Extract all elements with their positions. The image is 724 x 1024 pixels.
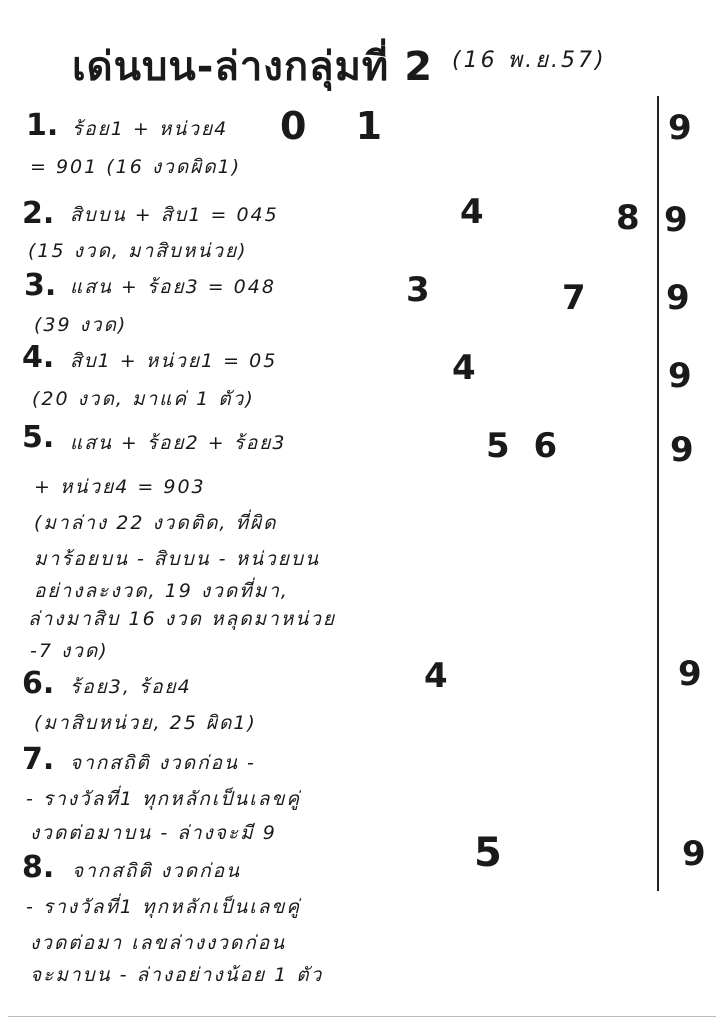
result-5: 5 6 (486, 426, 564, 466)
item-8-line-1: จากสถิติ งวดก่อน (72, 860, 241, 882)
nine-3: 9 (666, 278, 690, 318)
result-2a: 4 (460, 192, 484, 232)
item-5-line-2: + หน่วย4 = 903 (34, 476, 206, 498)
item-7-line-1: จากสถิติ งวดก่อน - (70, 752, 256, 774)
result-8: 5 (474, 830, 502, 876)
vertical-divider (657, 96, 659, 891)
result-3a: 3 (406, 270, 430, 310)
item-8-line-4: จะมาบน - ล่างอย่างน้อย 1 ตัว (30, 964, 324, 986)
item-5-line-3: (มาล่าง 22 งวดติด, ที่ผิด (34, 512, 278, 534)
nine-1: 9 (668, 108, 692, 148)
bottom-edge-line (8, 1016, 716, 1017)
item-1-number: 1. (26, 108, 59, 143)
result-2b: 8 (616, 198, 640, 238)
item-3-line-1: แสน + ร้อย3 = 048 (70, 276, 276, 298)
nine-7: 9 (682, 834, 706, 874)
item-3-line-2: (39 งวด) (34, 314, 128, 336)
result-4: 4 (452, 348, 476, 388)
result-6: 4 (424, 656, 448, 696)
item-5-line-4: มาร้อยบน - สิบบน - หน่วยบน (34, 548, 320, 570)
date: (16 พ.ย.57) (452, 48, 607, 73)
item-3-number: 3. (24, 268, 57, 303)
nine-2: 9 (664, 200, 688, 240)
item-1-line-1: ร้อย1 + หน่วย4 (72, 118, 229, 140)
item-5-line-1: แสน + ร้อย2 + ร้อย3 (70, 432, 287, 454)
nine-6: 9 (678, 654, 702, 694)
result-3b: 7 (562, 278, 586, 318)
item-4-line-2: (20 งวด, มาแค่ 1 ตัว) (32, 388, 255, 410)
item-5-line-7: -7 งวด) (30, 640, 109, 662)
item-1-line-2: = 901 (16 งวดผิด1) (30, 156, 242, 178)
item-8-line-2: - รางวัลที่1 ทุกหลักเป็นเลขคู่ (26, 896, 302, 918)
item-6-line-2: (มาสิบหน่วย, 25 ผิด1) (34, 712, 257, 734)
item-2-line-2: (15 งวด, มาสิบหน่วย) (28, 240, 248, 262)
item-4-number: 4. (22, 340, 55, 375)
item-6-line-1: ร้อย3, ร้อย4 (70, 676, 192, 698)
item-8-line-3: งวดต่อมา เลขล่างงวดก่อน (30, 932, 287, 954)
item-5-line-6: ล่างมาสิบ 16 งวด หลุดมาหน่วย (28, 608, 337, 630)
item-8-number: 8. (22, 850, 55, 885)
nine-4: 9 (668, 356, 692, 396)
item-2-number: 2. (22, 196, 55, 231)
item-7-line-2: - รางวัลที่1 ทุกหลักเป็นเลขคู่ (26, 788, 302, 810)
item-5-line-5: อย่างละงวด, 19 งวดที่มา, (34, 580, 289, 602)
item-7-number: 7. (22, 742, 55, 777)
title: เด่นบน-ล่างกลุ่มที่ 2 (72, 44, 434, 90)
item-5-number: 5. (22, 420, 55, 455)
nine-5: 9 (670, 430, 694, 470)
item-7-line-3: งวดต่อมาบน - ล่างจะมี 9 (30, 822, 277, 844)
item-4-line-1: สิบ1 + หน่วย1 = 05 (70, 350, 278, 372)
item-6-number: 6. (22, 666, 55, 701)
result-1: 0 1 (280, 104, 401, 148)
item-2-line-1: สิบบน + สิบ1 = 045 (70, 204, 279, 226)
